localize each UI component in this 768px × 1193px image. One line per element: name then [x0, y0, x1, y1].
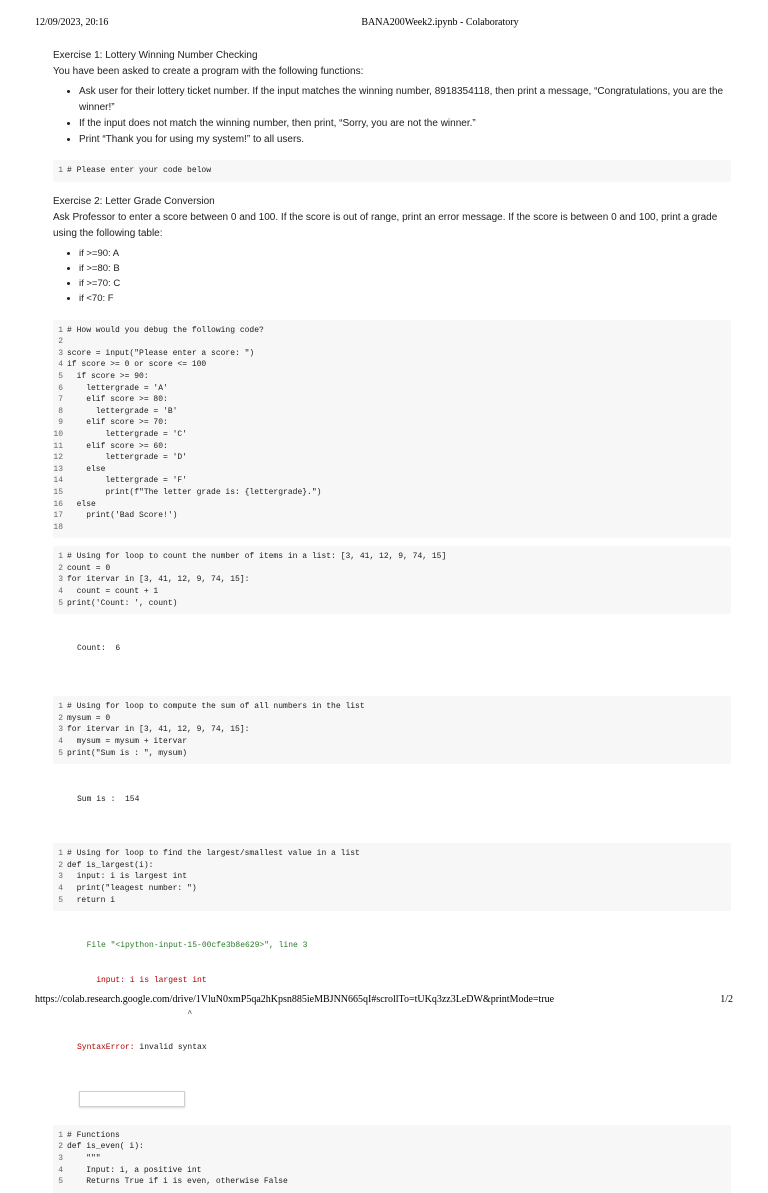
- traceback-code-line: input: i is largest int: [77, 976, 207, 986]
- cell3-output: [53, 620, 731, 678]
- code-text: elif score >= 80:: [67, 395, 168, 405]
- exercise2-intro: Ask Professor to enter a score between 0 and 100. If the score is out of range, print an error message. If the score is between 0 and 100, print a grade using the following table:: [53, 211, 718, 239]
- code-text: # Please enter your code below: [67, 166, 212, 175]
- code-text: Input: i, a positive int: [67, 1165, 202, 1175]
- code-cell-5[interactable]: [53, 843, 731, 911]
- code-line: [53, 325, 731, 337]
- code-text: lettergrade = 'F': [67, 476, 188, 486]
- code-text: """: [67, 1154, 101, 1164]
- code-line: [53, 1130, 731, 1142]
- line-number: 5: [58, 895, 63, 905]
- line-number: 18: [53, 522, 63, 532]
- line-number: 2: [58, 713, 63, 723]
- exercise1-text-cell: [53, 48, 731, 148]
- page-url: https://colab.research.google.com/drive/1VluN0xmP5qa2hKpsn885ieMBJNN665qI#scrollTo=tUKq3zz3LeDW&printMode=true: [35, 994, 555, 1005]
- code-line: [53, 848, 731, 860]
- line-number: 8: [58, 406, 63, 416]
- code-text: elif score >= 70:: [67, 418, 168, 428]
- line-number: 1: [58, 1130, 63, 1140]
- line-number: 4: [58, 360, 63, 370]
- code-text: else: [67, 464, 106, 474]
- code-line: [53, 713, 731, 725]
- line-number: 5: [58, 1177, 63, 1187]
- code-text: elif score >= 60:: [67, 441, 168, 451]
- exercise1-bullets: [53, 84, 731, 148]
- code-line: [53, 441, 731, 453]
- code-text: # How would you debug the following code?: [67, 325, 264, 335]
- traceback-file-line: File "<ipython-input-15-00cfe3b8e629>", line 3: [77, 941, 308, 951]
- code-cell-1[interactable]: [53, 160, 731, 182]
- code-cell-2[interactable]: [53, 320, 731, 539]
- grade-rule: • if >=70: C: [79, 276, 731, 291]
- line-number: 5: [58, 598, 63, 608]
- code-line: [53, 336, 731, 348]
- line-number: 6: [58, 383, 63, 393]
- exercise1-bullet: • If the input does not match the winning number, then print, “Sorry, you are not the winner.”: [79, 116, 731, 132]
- code-text: for itervar in [3, 41, 12, 9, 74, 15]:: [67, 575, 250, 585]
- code-line: [53, 1153, 731, 1165]
- line-number: 7: [58, 395, 63, 405]
- code-text: print("leagest number: "): [67, 883, 197, 893]
- code-text: print('Bad Score!'): [67, 511, 178, 521]
- output-text: Sum is : 154: [77, 795, 140, 805]
- line-number: 1: [58, 552, 63, 562]
- exercise1-title: Exercise 1: Lottery Winning Number Checking: [53, 50, 258, 61]
- line-number: 2: [58, 1142, 63, 1152]
- code-line: [53, 429, 731, 441]
- traceback-caret: ^: [77, 1009, 193, 1019]
- line-number: 3: [58, 348, 63, 358]
- code-text: Returns True if i is even, otherwise False: [67, 1177, 288, 1187]
- code-text: def is_even( i):: [67, 1142, 144, 1152]
- error-message: invalid syntax: [134, 1043, 207, 1053]
- code-line: [53, 551, 731, 563]
- code-cell-6[interactable]: [53, 1125, 731, 1193]
- line-number: 5: [58, 371, 63, 381]
- code-text: else: [67, 499, 96, 509]
- code-line: [53, 394, 731, 406]
- code-line: [53, 748, 731, 760]
- line-number: 10: [53, 429, 63, 439]
- code-cell-3[interactable]: [53, 546, 731, 614]
- code-line: [53, 383, 731, 395]
- code-line: [53, 598, 731, 610]
- code-text: # Using for loop to compute the sum of all numbers in the list: [67, 702, 365, 712]
- code-text: [67, 522, 731, 534]
- output-text: Count: 6: [77, 644, 121, 654]
- cell4-output: [53, 771, 731, 829]
- code-text: score = input("Please enter a score: "): [67, 348, 255, 358]
- line-number: 16: [53, 499, 63, 509]
- code-line: [53, 574, 731, 586]
- code-text: mysum = 0: [67, 713, 111, 723]
- code-line: [53, 1176, 731, 1188]
- code-line: [53, 406, 731, 418]
- error-name: SyntaxError:: [77, 1043, 135, 1053]
- code-line: [53, 371, 731, 383]
- code-line: [53, 860, 731, 872]
- code-line: [53, 895, 731, 907]
- code-text: print("Sum is : ", mysum): [67, 748, 188, 758]
- output-action-box[interactable]: [79, 1091, 185, 1107]
- code-line: [53, 883, 731, 895]
- code-line: [53, 452, 731, 464]
- line-number: 4: [58, 737, 63, 746]
- code-text: # Functions: [67, 1130, 120, 1140]
- code-line: [53, 348, 731, 360]
- code-text: [67, 336, 731, 348]
- line-number: 12: [53, 453, 63, 463]
- notebook-content: [53, 48, 731, 1193]
- line-number: 2: [58, 563, 63, 573]
- code-text: return i: [67, 895, 116, 905]
- code-text: def is_largest(i):: [67, 860, 154, 870]
- code-line: [53, 1165, 731, 1177]
- line-number: 5: [58, 748, 63, 758]
- exercise2-text-cell: [53, 194, 731, 306]
- code-text: count = 0: [67, 563, 111, 573]
- line-number: 13: [53, 464, 63, 474]
- code-line: [53, 499, 731, 511]
- page-number: 1/2: [720, 994, 733, 1005]
- line-number: 1: [58, 849, 63, 859]
- code-line: [53, 1141, 731, 1153]
- line-number: 9: [58, 418, 63, 428]
- code-text: count = count + 1: [67, 587, 159, 597]
- code-line: [53, 359, 731, 371]
- print-datetime: 12/09/2023, 20:16: [35, 17, 109, 28]
- code-line: [53, 586, 731, 598]
- code-text: print(f"The letter grade is: {lettergrade}."): [67, 487, 322, 497]
- code-text: if score >= 0 or score <= 100: [67, 360, 207, 370]
- code-line: [53, 510, 731, 522]
- line-number: 2: [58, 860, 63, 870]
- exercise1-bullet: • Print “Thank you for using my system!” to all users.: [79, 132, 731, 148]
- code-line: [53, 736, 731, 748]
- line-number: 3: [58, 725, 63, 735]
- exercise1-bullet: • Ask user for their lottery ticket number. If the input matches the winning number, 8918354118, then print a message, “Congratulations, you are the winner!”: [79, 84, 731, 116]
- line-number: 1: [58, 702, 63, 712]
- code-line: [53, 701, 731, 713]
- code-line: [53, 522, 731, 534]
- line-number: 4: [58, 1165, 63, 1175]
- error-line: [77, 1042, 731, 1054]
- code-text: # Using for loop to find the largest/smallest value in a list: [67, 849, 360, 859]
- code-text: for itervar in [3, 41, 12, 9, 74, 15]:: [67, 725, 250, 735]
- code-line: [53, 417, 731, 429]
- grade-rule: • if <70: F: [79, 291, 731, 306]
- exercise1-intro: You have been asked to create a program with the following functions:: [53, 66, 364, 77]
- line-number: 1: [58, 166, 63, 175]
- code-text: print('Count: ', count): [67, 598, 178, 608]
- line-number: 4: [58, 883, 63, 893]
- print-footer: [0, 994, 768, 1008]
- exercise2-title: Exercise 2: Letter Grade Conversion: [53, 195, 215, 207]
- print-header: [0, 17, 768, 31]
- line-number: 11: [53, 441, 63, 451]
- code-text: input: i is largest int: [67, 872, 188, 882]
- code-text: # Using for loop to count the number of items in a list: [3, 41, 12, 9, 74, 15]: [67, 552, 447, 562]
- grade-rule: • if >=80: B: [79, 261, 731, 276]
- code-text: lettergrade = 'B': [67, 406, 178, 416]
- line-number: 3: [58, 1154, 63, 1164]
- code-text: mysum = mysum + itervar: [67, 737, 188, 746]
- code-cell-4[interactable]: [53, 696, 731, 764]
- line-number: 17: [53, 511, 63, 521]
- code-text: if score >= 90:: [67, 371, 149, 381]
- code-line: [53, 464, 731, 476]
- line-number: 15: [53, 487, 63, 497]
- notebook-title: BANA200Week2.ipynb - Colaboratory: [361, 17, 519, 28]
- code-line: [53, 165, 731, 177]
- code-text: lettergrade = 'A': [67, 383, 168, 393]
- code-line: [53, 475, 731, 487]
- line-number: 1: [58, 325, 63, 335]
- code-line: [53, 487, 731, 499]
- line-number: 3: [58, 872, 63, 882]
- line-number: 4: [58, 587, 63, 597]
- code-line: [53, 871, 731, 883]
- code-line: [53, 563, 731, 575]
- line-number: 3: [58, 575, 63, 585]
- grade-rule: • if >=90: A: [79, 246, 731, 261]
- line-number: 2: [58, 337, 63, 347]
- code-text: lettergrade = 'C': [67, 429, 188, 439]
- code-text: lettergrade = 'D': [67, 453, 188, 463]
- line-number: 14: [53, 476, 63, 486]
- exercise2-bullets: [53, 246, 731, 306]
- code-line: [53, 724, 731, 736]
